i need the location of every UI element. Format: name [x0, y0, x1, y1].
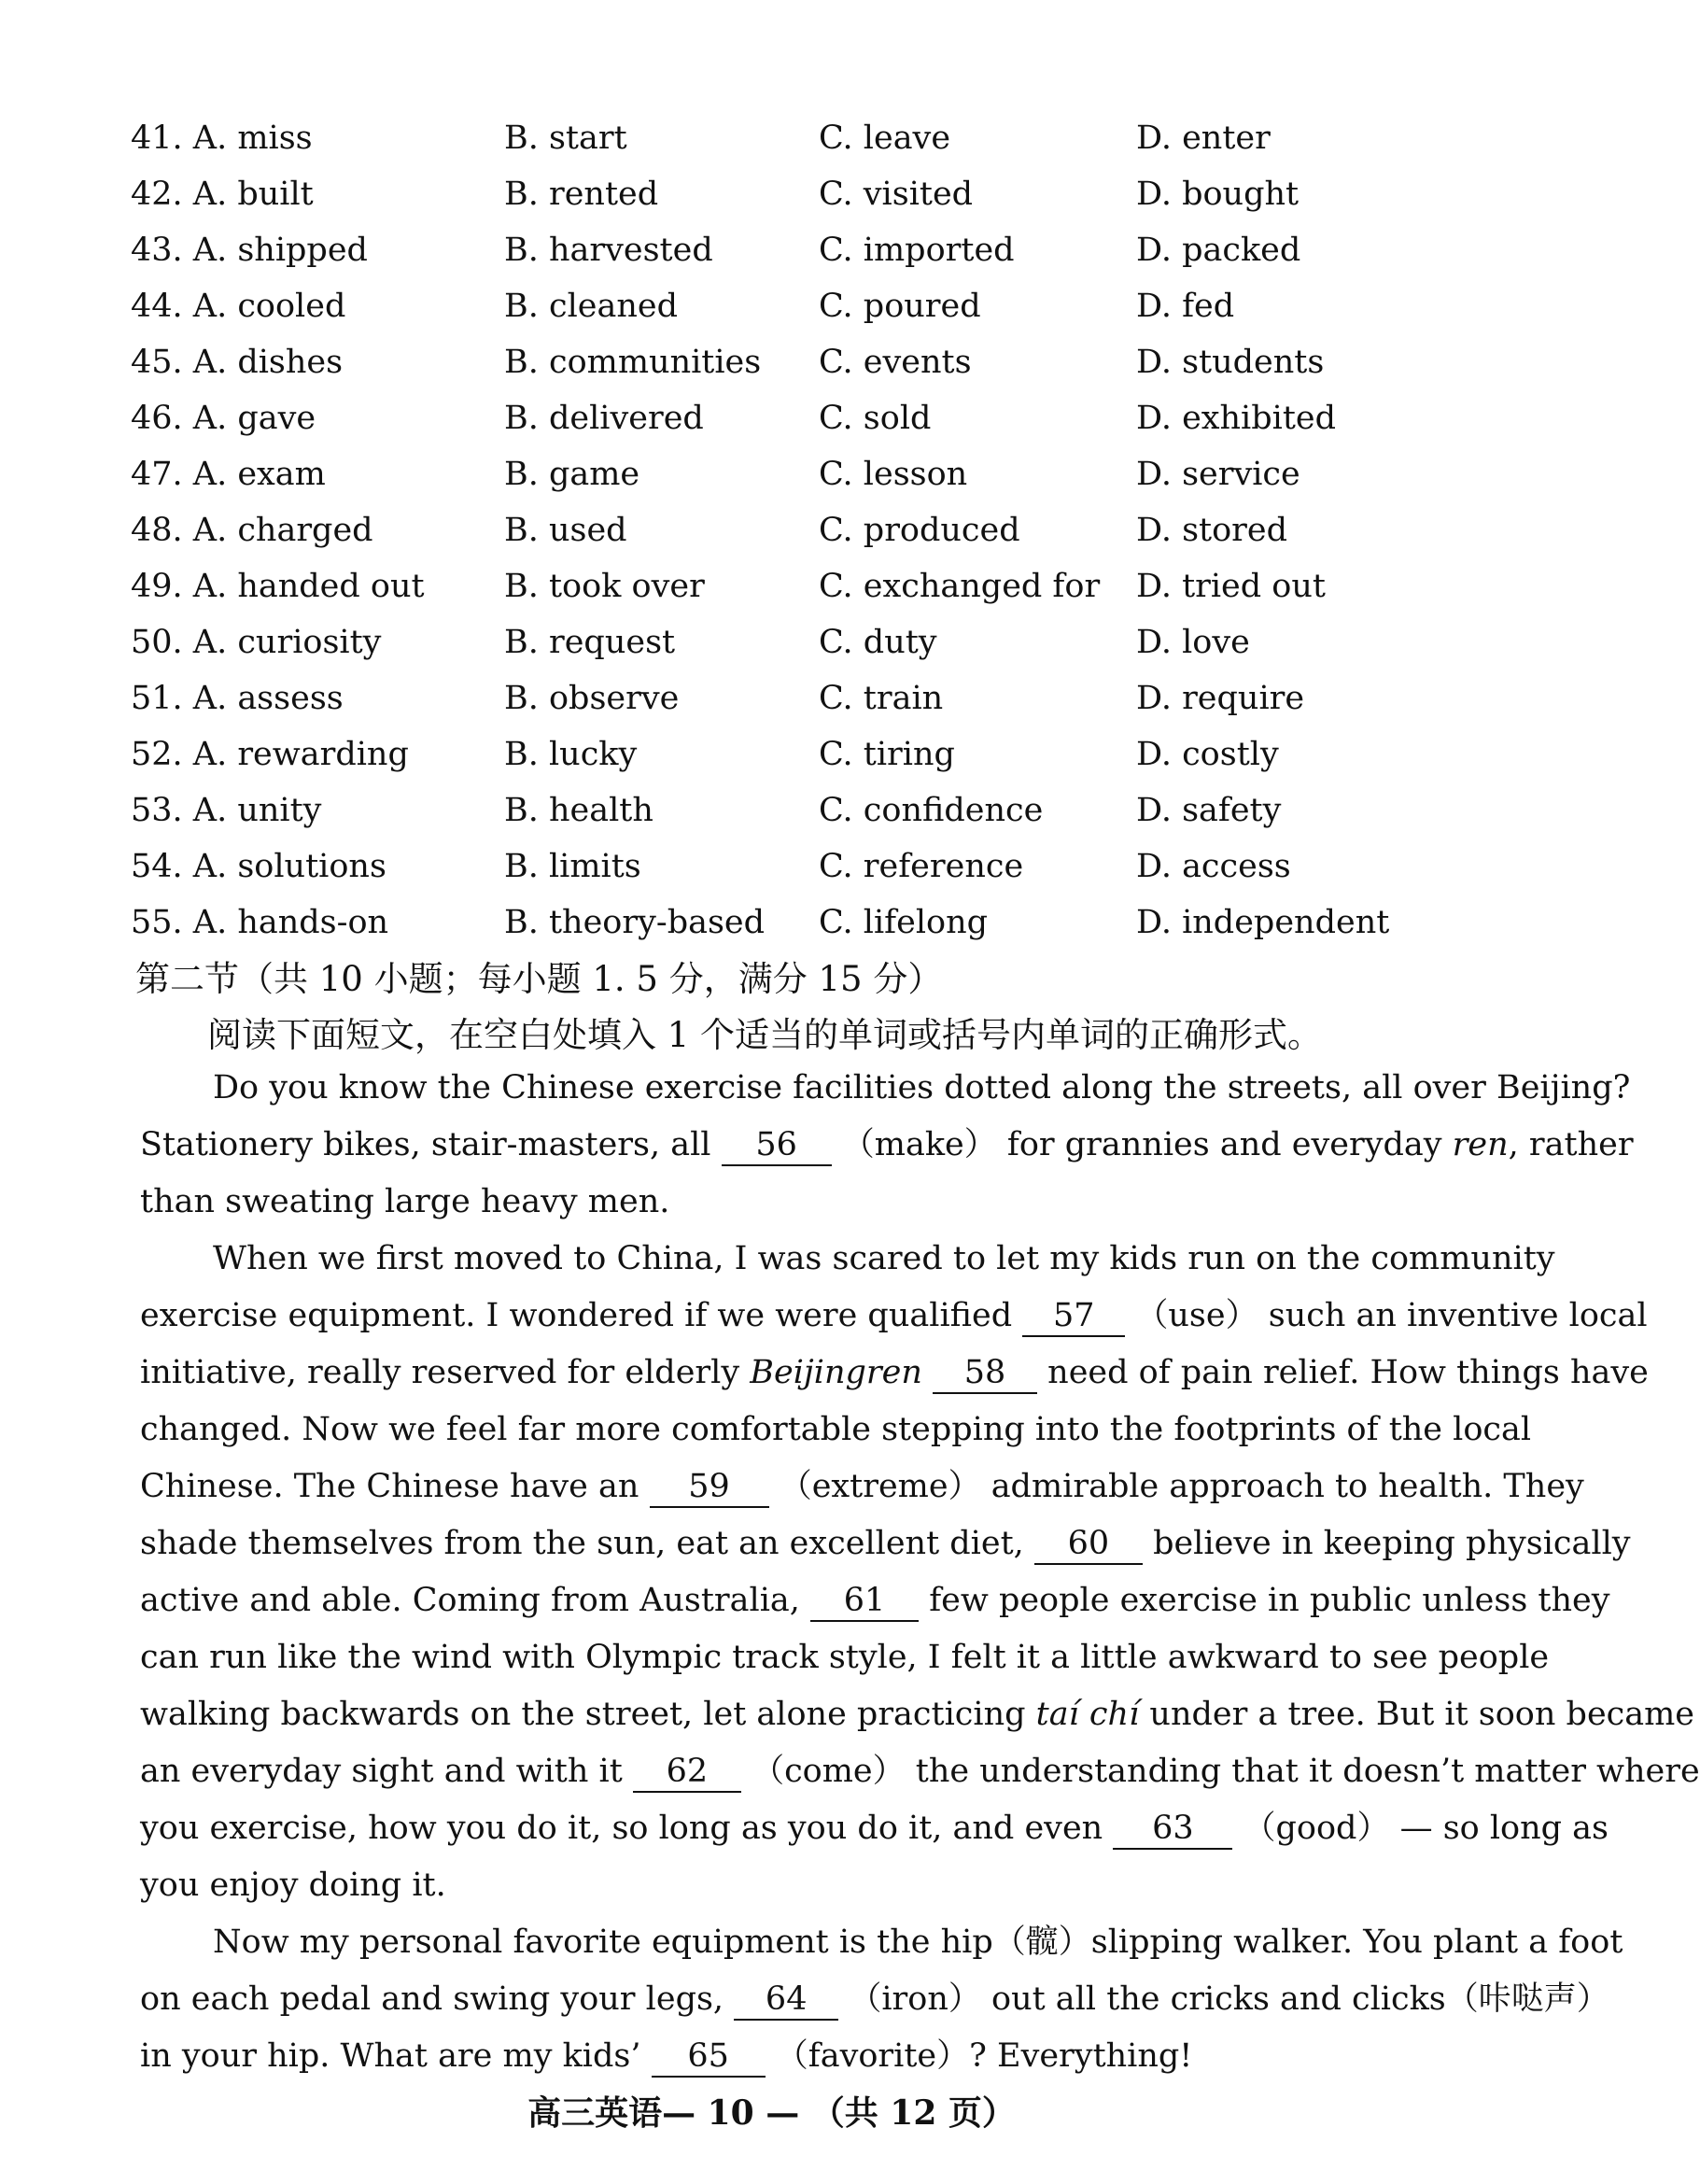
option-d[interactable]: D. bought: [1136, 176, 1300, 213]
option-d[interactable]: D. exhibited: [1136, 400, 1337, 437]
option-a[interactable]: 47. A. exam: [131, 456, 326, 493]
option-c[interactable]: C. sold: [819, 400, 932, 437]
option-c[interactable]: C. lesson: [819, 456, 968, 493]
option-row: [131, 895, 1400, 951]
option-a[interactable]: 53. A. unity: [131, 792, 322, 829]
option-row: [131, 446, 1400, 502]
option-row: [131, 838, 1400, 895]
option-c[interactable]: C. imported: [819, 232, 1015, 269]
option-d[interactable]: D. fed: [1136, 288, 1235, 325]
option-d[interactable]: D. safety: [1136, 792, 1282, 829]
option-b[interactable]: B. lucky: [504, 736, 638, 773]
option-c[interactable]: C. reference: [819, 848, 1024, 885]
option-row: [131, 614, 1400, 670]
option-d[interactable]: D. tried out: [1136, 568, 1326, 605]
section-title: 第二节（共 10 小题；每小题 1. 5 分，满分 15 分）: [135, 959, 943, 999]
section-instruction: 阅读下面短文，在空白处填入 1 个适当的单词或括号内单词的正确形式。: [207, 1015, 1323, 1055]
passage-line: When we first moved to China, I was scared to let my kids run on the community: [213, 1240, 1555, 1277]
option-a[interactable]: 41. A. miss: [131, 120, 313, 157]
passage-line: initiative, really reserved for elderly Beijingren 58 need of pain relief. How things have: [140, 1345, 1480, 1402]
passage-line: Do you know the Chinese exercise facilities dotted along the streets, all over Beijing?: [213, 1069, 1631, 1106]
option-b[interactable]: B. harvested: [504, 232, 713, 269]
option-d[interactable]: D. costly: [1136, 736, 1279, 773]
option-a[interactable]: 43. A. shipped: [131, 232, 368, 269]
blank-60[interactable]: 60: [1034, 1524, 1143, 1565]
option-b[interactable]: B. request: [504, 624, 676, 661]
passage-line: Now my personal favorite equipment is the hip（髋）slipping walker. You plant a foot: [213, 1923, 1623, 1961]
passage-line: an everyday sight and with it 62 （come） the understanding that it doesn’t matter where: [140, 1743, 1480, 1800]
option-d[interactable]: D. students: [1136, 344, 1325, 381]
passage-line: shade themselves from the sun, eat an excellent diet, 60 believe in keeping physically: [140, 1515, 1480, 1572]
option-b[interactable]: B. start: [504, 120, 627, 157]
option-d[interactable]: D. independent: [1136, 904, 1390, 941]
option-c[interactable]: C. leave: [819, 120, 951, 157]
option-row: [131, 110, 1400, 166]
option-d[interactable]: D. love: [1136, 624, 1250, 661]
option-c[interactable]: C. train: [819, 680, 944, 717]
option-b[interactable]: B. took over: [504, 568, 705, 605]
option-a[interactable]: 54. A. solutions: [131, 848, 386, 885]
option-a[interactable]: 55. A. hands-on: [131, 904, 389, 941]
option-row: [131, 278, 1400, 334]
blank-64[interactable]: 64: [734, 1980, 838, 2021]
passage-line: active and able. Coming from Australia, 61 few people exercise in public unless they: [140, 1572, 1480, 1629]
option-a[interactable]: 49. A. handed out: [131, 568, 425, 605]
option-c[interactable]: C. lifelong: [819, 904, 989, 941]
option-b[interactable]: B. game: [504, 456, 640, 493]
passage-line: Chinese. The Chinese have an 59 （extreme） admirable approach to health. They: [140, 1458, 1480, 1515]
option-row: [131, 558, 1400, 614]
option-d[interactable]: D. enter: [1136, 120, 1271, 157]
passage-line: changed. Now we feel far more comfortable stepping into the footprints of the local: [140, 1411, 1532, 1448]
option-c[interactable]: C. tiring: [819, 736, 955, 773]
option-a[interactable]: 42. A. built: [131, 176, 314, 213]
options-table: [131, 110, 1400, 951]
option-c[interactable]: C. exchanged for: [819, 568, 1101, 605]
passage-line: exercise equipment. I wondered if we were qualified 57 （use） such an inventive local: [140, 1288, 1480, 1345]
option-a[interactable]: 48. A. charged: [131, 512, 373, 549]
option-a[interactable]: 44. A. cooled: [131, 288, 346, 325]
blank-57[interactable]: 57: [1022, 1296, 1125, 1337]
option-a[interactable]: 52. A. rewarding: [131, 736, 409, 773]
passage-line: you exercise, how you do it, so long as you do it, and even 63 （good） — so long as: [140, 1800, 1480, 1857]
passage: [140, 1060, 1700, 2085]
option-d[interactable]: D. stored: [1136, 512, 1288, 549]
passage-line: in your hip. What are my kids’ 65 （favorite）? Everything!: [140, 2028, 1480, 2085]
option-row: [131, 222, 1400, 278]
blank-61[interactable]: 61: [810, 1581, 919, 1622]
option-c[interactable]: C. duty: [819, 624, 937, 661]
passage-line: than sweating large heavy men.: [140, 1183, 670, 1220]
option-c[interactable]: C. visited: [819, 176, 974, 213]
option-b[interactable]: B. delivered: [504, 400, 704, 437]
option-b[interactable]: B. health: [504, 792, 653, 829]
page-footer: 高三英语— 10 — （共 12 页）: [527, 2093, 1016, 2133]
option-row: [131, 166, 1400, 222]
option-c[interactable]: C. poured: [819, 288, 981, 325]
passage-line: can run like the wind with Olympic track style, I felt it a little awkward to see people: [140, 1639, 1550, 1676]
option-c[interactable]: C. produced: [819, 512, 1020, 549]
option-c[interactable]: C. events: [819, 344, 972, 381]
option-b[interactable]: B. used: [504, 512, 627, 549]
option-row: [131, 726, 1400, 782]
blank-56[interactable]: 56: [722, 1125, 832, 1166]
option-b[interactable]: B. rented: [504, 176, 659, 213]
option-row: [131, 670, 1400, 726]
option-row: [131, 782, 1400, 838]
option-a[interactable]: 50. A. curiosity: [131, 624, 382, 661]
option-d[interactable]: D. require: [1136, 680, 1305, 717]
option-b[interactable]: B. observe: [504, 680, 680, 717]
blank-63[interactable]: 63: [1113, 1809, 1232, 1850]
option-a[interactable]: 46. A. gave: [131, 400, 316, 437]
passage-line: walking backwards on the street, let alone practicing taí chí under a tree. But it soon became: [140, 1696, 1695, 1733]
option-d[interactable]: D. packed: [1136, 232, 1301, 269]
passage-line: on each pedal and swing your legs, 64 （iron） out all the cricks and clicks（咔哒声）: [140, 1971, 1480, 2028]
option-a[interactable]: 45. A. dishes: [131, 344, 344, 381]
blank-58[interactable]: 58: [933, 1353, 1037, 1394]
option-d[interactable]: D. access: [1136, 848, 1291, 885]
option-c[interactable]: C. confidence: [819, 792, 1044, 829]
option-d[interactable]: D. service: [1136, 456, 1300, 493]
passage-line: you enjoy doing it.: [140, 1867, 446, 1904]
passage-line: Stationery bikes, stair-masters, all 56 （make） for grannies and everyday ren, rather: [140, 1117, 1480, 1174]
option-row: [131, 334, 1400, 390]
blank-62[interactable]: 62: [633, 1752, 741, 1793]
option-b[interactable]: B. theory-based: [504, 904, 766, 941]
blank-65[interactable]: 65: [652, 2036, 766, 2078]
option-row: [131, 390, 1400, 446]
option-b[interactable]: B. cleaned: [504, 288, 679, 325]
option-row: [131, 502, 1400, 558]
option-a[interactable]: 51. A. assess: [131, 680, 344, 717]
option-b[interactable]: B. communities: [504, 344, 762, 381]
blank-59[interactable]: 59: [650, 1467, 769, 1508]
option-b[interactable]: B. limits: [504, 848, 641, 885]
